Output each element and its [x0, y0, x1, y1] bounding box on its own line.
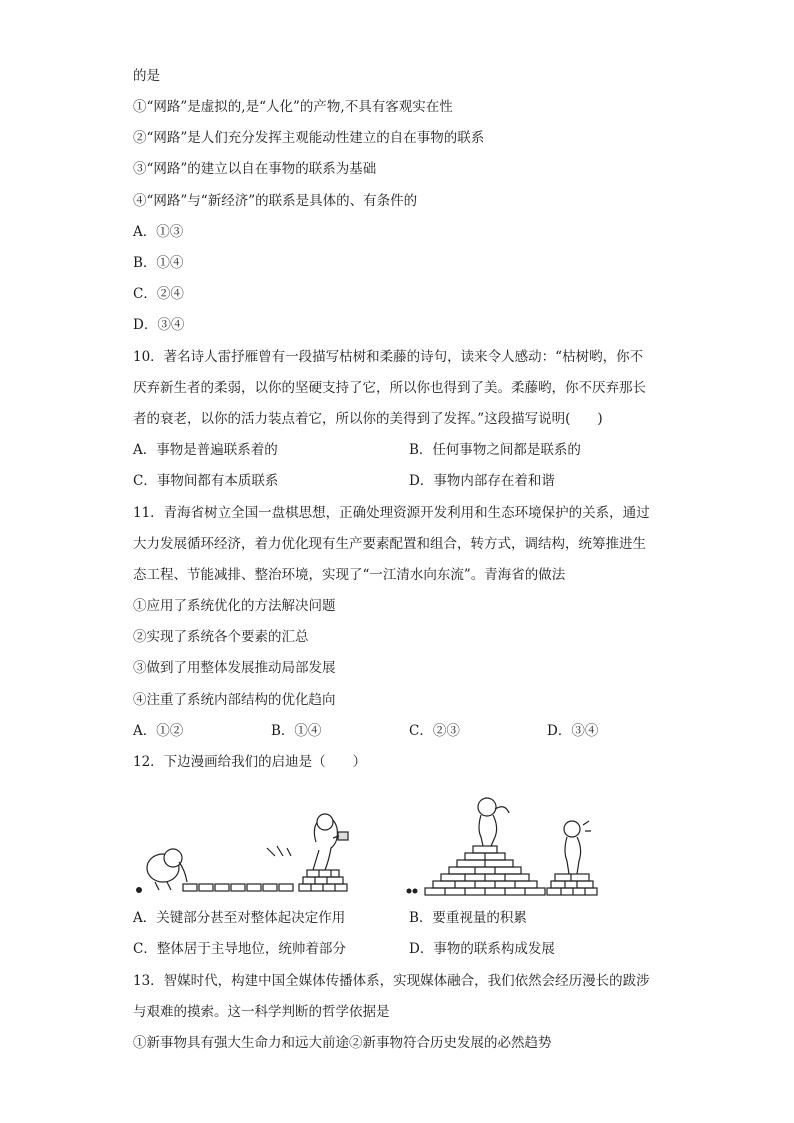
q9-statement-3: ③“网路”的建立以自在事物的联系为基础 — [133, 161, 377, 177]
small-brick-stack-right — [547, 874, 597, 895]
cartoon-left-bricks-line — [133, 798, 363, 898]
q10-option-c: C．事物间都有本质联系 — [133, 473, 279, 489]
q12-option-c: C．整体居于主导地位，统帅着部分 — [133, 941, 346, 957]
q12-option-b: B．要重视量的积累 — [409, 910, 527, 926]
q11-option-c: C．②③ — [409, 723, 460, 739]
q11-option-b: B．①④ — [271, 723, 322, 739]
q11-stem-line-3: 态工程、节能减排、整治环境，实现了“一江清水向东流”。青海省的做法 — [133, 567, 566, 583]
q10-stem-line-2: 厌弃新生者的柔弱，以你的坚硬支持了它，所以你也得到了美。柔藤哟，你不厌弃那长 — [133, 380, 646, 396]
q10-option-b: B．任何事物之间都是联系的 — [409, 442, 581, 458]
q10-stem-line-1: 10．著名诗人雷抒雁曾有一段描写枯树和柔藤的诗句，读来令人感动：“枯树哟，你不 — [133, 349, 644, 365]
q9-statement-4: ④“网路”与“新经济”的联系是具体的、有条件的 — [133, 193, 418, 209]
tall-brick-pyramid — [425, 846, 545, 895]
q9-option-b: B．①④ — [133, 255, 184, 271]
q9-statement-1: ①“网路”是虚拟的,是“人化”的产物,不具有客观实在性 — [133, 99, 453, 115]
q10-stem-line-3: 者的衰老，以你的活力装点着它，所以你的美得到了发挥。”这段描写说明( ) — [133, 411, 603, 427]
q9-option-c: C．②④ — [133, 286, 184, 302]
q11-statement-1: ①应用了系统优化的方法解决问题 — [133, 598, 336, 614]
q11-statement-3: ③做到了用整体发展推动局部发展 — [133, 660, 336, 676]
q10-option-a: A．事物是普遍联系着的 — [133, 442, 278, 458]
q11-option-a: A．①② — [133, 723, 184, 739]
cartoon-right-pyramid — [405, 785, 615, 898]
q13-stem-line-1: 13．智媒时代，构建中国全媒体传播体系，实现媒体融合，我们依然会经历漫长的跋涉 — [133, 973, 650, 989]
brick-row — [183, 884, 293, 891]
q11-option-d: D．③④ — [547, 723, 599, 739]
q9-option-a: A．①③ — [133, 224, 184, 240]
q9-stem-tail: 的是 — [133, 68, 160, 84]
q11-statement-4: ④注重了系统内部结构的优化趋向 — [133, 692, 336, 708]
q11-stem-line-1: 11．青海省树立全国一盘棋思想，正确处理资源开发利用和生态环境保护的关系，通过 — [133, 505, 650, 521]
q9-option-d: D．③④ — [133, 317, 185, 333]
q12-stem: 12．下边漫画给我们的启迪是（ ） — [133, 754, 367, 770]
q10-option-d: D．事物内部存在着和谐 — [409, 473, 555, 489]
small-brick-stack — [299, 870, 347, 891]
q13-statements: ①新事物具有强大生命力和远大前途②新事物符合历史发展的必然趋势 — [133, 1035, 552, 1051]
q11-statement-2: ②实现了系统各个要素的汇总 — [133, 629, 309, 645]
q9-statement-2: ②“网路”是人们充分发挥主观能动性建立的自在事物的联系 — [133, 130, 485, 146]
q12-option-d: D．事物的联系构成发展 — [409, 941, 555, 957]
q11-stem-line-2: 大力发展循环经济，着力优化现有生产要素配置和组合，转方式，调结构，统筹推进生 — [133, 536, 646, 552]
q12-option-a: A．关键部分甚至对整体起决定作用 — [133, 910, 346, 926]
q13-stem-line-2: 与艰难的摸索。这一科学判断的哲学依据是 — [133, 1004, 390, 1020]
